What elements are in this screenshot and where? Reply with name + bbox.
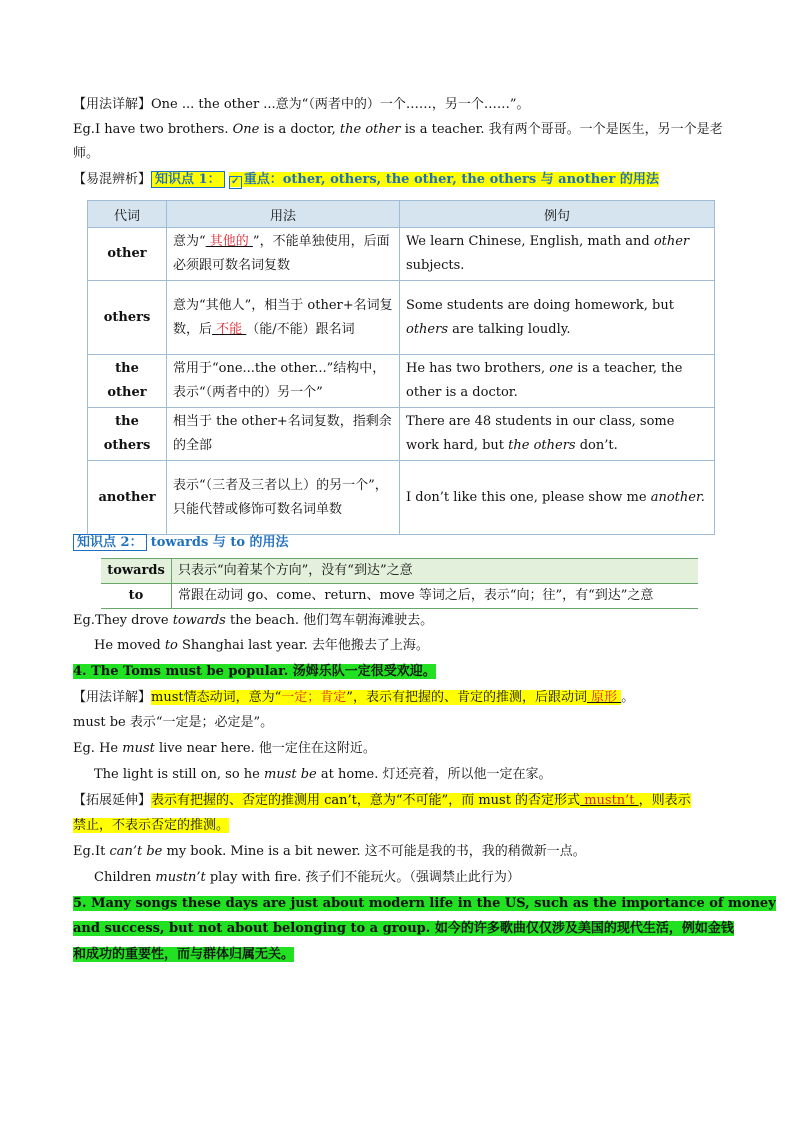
header-word: 代词: [88, 201, 167, 228]
example-cell: There are 48 students in our class, some work hard, but the others don’t.: [400, 408, 715, 461]
table-row: the others 相当于 the other+名词复数，指剩余的全部 There are 48 students in our class, some work hard, but the others don’t.: [88, 408, 715, 461]
section-5-line-1: 5. Many songs these days are just about modern life in the US, such as the importance of money: [73, 896, 776, 911]
usage-intro: 【用法详解】One ... the other ...意为“（两者中的）一个……，另一个……”。: [73, 97, 530, 112]
section-4-heading: 4. The Toms must be popular. 汤姆乐队一定很受欢迎。: [73, 664, 436, 679]
example-line: The light is still on, so he must be at home. 灯还亮着，所以他一定在家。: [94, 767, 552, 782]
example-line: Children mustn’t play with fire. 孩子们不能玩火。（强调禁止此行为）: [94, 870, 520, 885]
point2-title: towards 与 to 的用法: [150, 535, 289, 550]
example-cell: He has two brothers, one is a teacher, the other is a doctor.: [400, 355, 715, 408]
point1-title: ✓ 重点：other, others, the other, the others 与 another 的用法: [229, 172, 659, 187]
pronoun-table: [87, 200, 715, 535]
extension-line: 【拓展延伸】表示有把握的、否定的推测用 can’t，意为“不可能”，而 must 的否定形式 mustn’t ，则表示: [73, 793, 691, 808]
usage-cell: 相当于 the other+名词复数，指剩余的全部: [167, 408, 400, 461]
extension-line-wrap: 禁止，不表示否定的推测。: [73, 818, 230, 833]
usage-cell: 常用于“one...the other...”结构中，表示“（两者中的）另一个”: [167, 355, 400, 408]
section-5-line-2: and success, but not about belonging to a group. 如今的许多歌曲仅仅涉及美国的现代生活，例如金钱: [73, 921, 734, 936]
table-row: to 常跟在动词 go、come、return、move 等词之后，表示“向；往”，有“到达”之意: [101, 584, 698, 609]
usage-cell: 意为“其他人”，相当于 other+名词复数，后 不能 （能/不能）跟名词: [167, 281, 400, 355]
confusion-heading: 【易混辨析】 知识点 1： ✓ 重点：other, others, the other, the others 与 another 的用法: [73, 172, 659, 187]
section-5-line-3: 和成功的重要性，而与群体归属无关。: [73, 947, 295, 962]
example-line-wrap: 师。: [73, 146, 100, 161]
must-usage: 【用法详解】must情态动词，意为“一定；肯定”，表示有把握的、肯定的推测，后跟动词 原形 。: [73, 690, 635, 705]
answer-blank: 其他的: [205, 234, 253, 249]
example-line: Eg.They drove towards the beach. 他们驾车朝海滩驶去。: [73, 613, 434, 628]
example-cell: We learn Chinese, English, math and other subjects.: [400, 228, 715, 281]
example-cell: Some students are doing homework, but others are talking loudly.: [400, 281, 715, 355]
table-row: another 表示“（三者及三者以上）的另一个”，只能代替或修饰可数名词单数 I don’t like this one, please show me another.: [88, 461, 715, 535]
answer-blank: mustn’t: [580, 793, 639, 808]
check-icon: ✓: [229, 176, 242, 189]
towards-to-table: [101, 558, 698, 609]
table-row: towards 只表示“向着某个方向”，没有“到达”之意: [101, 559, 698, 584]
point1-label: 知识点 1：: [151, 171, 225, 188]
example-line: Eg.It can’t be my book. Mine is a bit newer. 这不可能是我的书，我的稍微新一点。: [73, 844, 586, 859]
table-row: the other 常用于“one...the other...”结构中，表示“（两者中的）另一个” He has two brothers, one is a teacher, the other is a doctor.: [88, 355, 715, 408]
example-line: Eg. He must live near here. 他一定住在这附近。: [73, 741, 376, 756]
usage-cell: 表示“（三者及三者以上）的另一个”，只能代替或修饰可数名词单数: [167, 461, 400, 535]
header-example: 例句: [400, 201, 715, 228]
usage-cell: 意为“ 其他的 ”，不能单独使用，后面必须跟可数名词复数: [167, 228, 400, 281]
answer-blank: 原形: [586, 690, 622, 705]
example-cell: I don’t like this one, please show me another.: [400, 461, 715, 535]
point2-heading: [73, 531, 729, 555]
must-be-line: must be 表示“一定是；必定是”。: [73, 715, 274, 730]
table-header: [88, 201, 715, 228]
answer-blank: 不能: [212, 321, 247, 337]
table-row: other 意为“ 其他的 ”，不能单独使用，后面必须跟可数名词复数 We learn Chinese, English, math and other subjects.: [88, 228, 715, 281]
table-row: others 意为“其他人”，相当于 other+名词复数，后 不能 （能/不能）跟名词 Some students are doing homework, but others are talking loudly.: [88, 281, 715, 355]
point2-label: 知识点 2：: [73, 534, 147, 551]
header-usage: 用法: [167, 201, 400, 228]
example-line: He moved to Shanghai last year. 去年他搬去了上海。: [94, 638, 429, 653]
example-line: Eg.I have two brothers. One is a doctor, the other is a teacher. 我有两个哥哥。一个是医生，另一个是老: [73, 122, 723, 137]
